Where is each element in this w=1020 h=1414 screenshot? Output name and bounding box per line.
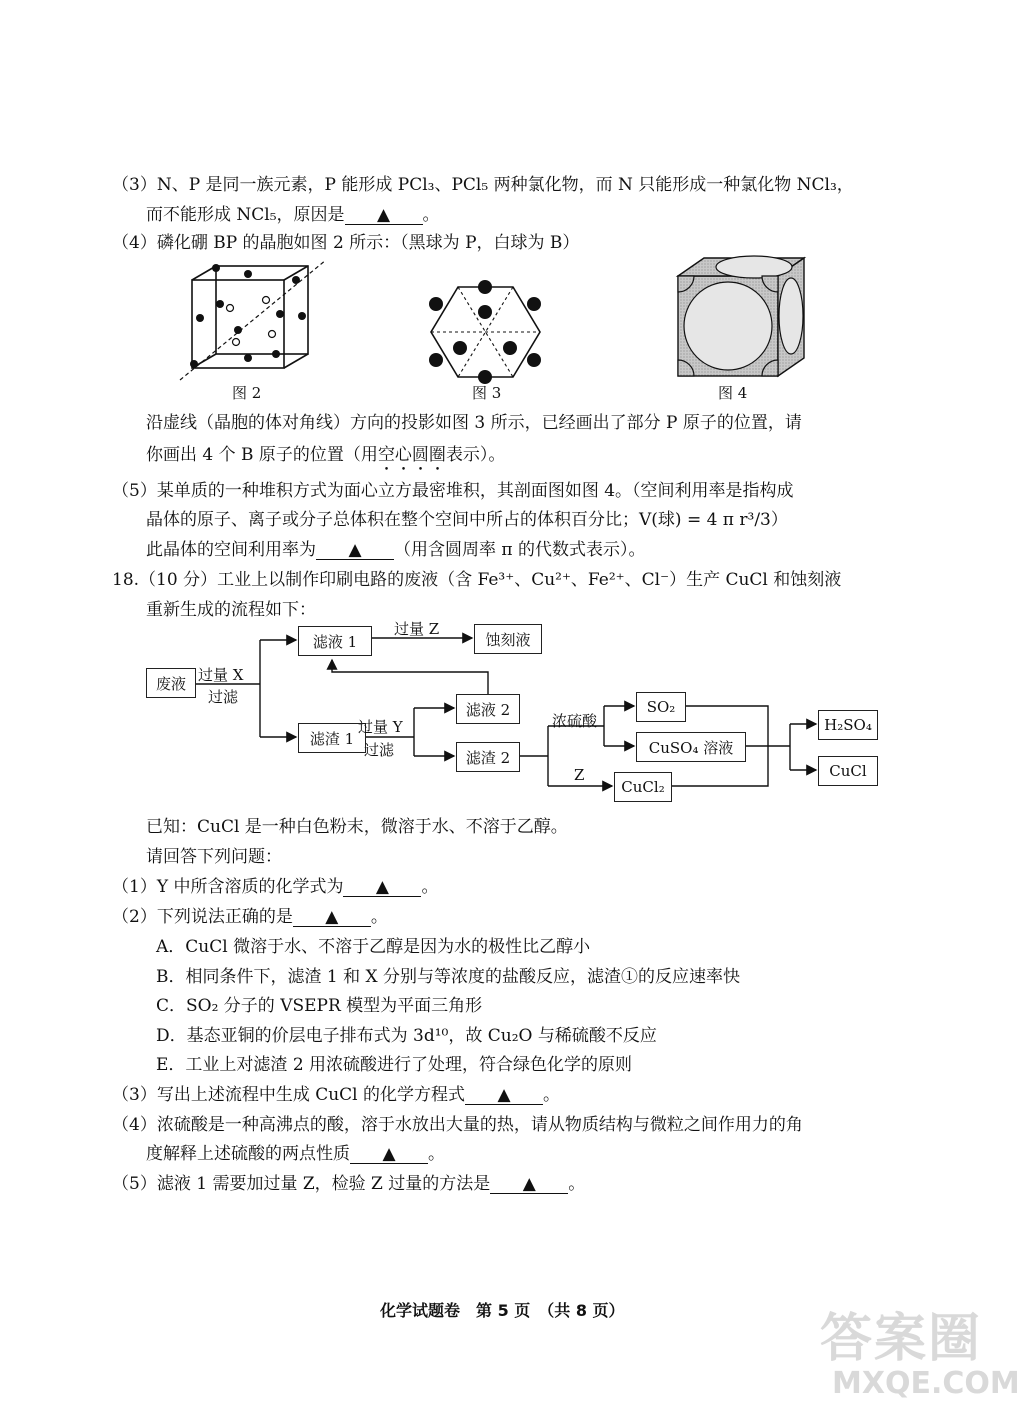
option-e: E．工业上对滤渣 2 用浓硫酸进行了处理，符合绿色化学的原则 [156, 1055, 633, 1075]
q17-part3-text: 而不能形成 NCl₅，原因是 [146, 205, 345, 225]
answer-blank[interactable]: ▲ [465, 1086, 543, 1105]
watermark-domain: MXQE.COM [832, 1366, 1020, 1401]
label-z: Z [574, 766, 585, 784]
watermark-logo-text: 答案圈 [820, 1309, 983, 1369]
q18-sub1: （1）Y 中所含溶质的化学式为 ▲ 。 [112, 877, 439, 897]
option-b: B．相同条件下，滤渣 1 和 X 分别与等浓度的盐酸反应，滤渣①的反应速率快 [156, 967, 741, 987]
option-d: D．基态亚铜的价层电子排布式为 3d¹⁰，故 Cu₂O 与稀硫酸不反应 [156, 1026, 657, 1046]
node-h2so4: H₂SO₄ [818, 710, 878, 740]
q17-part5-line3: 此晶体的空间利用率为 ▲ （用含圆周率 π 的代数式表示）。 [146, 540, 646, 560]
q17-part3-line1: （3）N、P 是同一族元素，P 能形成 PCl₃、PCl₅ 两种氯化物，而 N 只能形成一种氯化物 NCl₃， [112, 175, 854, 195]
node-cucl: CuCl [818, 756, 878, 786]
node-etching-solution: 蚀刻液 [474, 624, 542, 654]
q18-sub3: （3）写出上述流程中生成 CuCl 的化学方程式 ▲ 。 [112, 1085, 561, 1105]
answer-blank[interactable]: ▲ [316, 541, 394, 560]
node-residue-1: 滤渣 1 [298, 723, 366, 753]
answer-blank[interactable]: ▲ [350, 1145, 428, 1164]
answer-blank[interactable]: ▲ [345, 206, 423, 225]
q17-part4-line1: （4）磷化硼 BP 的晶胞如图 2 所示：（黑球为 P，白球为 B） [112, 233, 580, 253]
node-cuso4-solution: CuSO₄ 溶液 [636, 732, 746, 762]
q18-sub2: （2）下列说法正确的是 ▲ 。 [112, 907, 388, 927]
answer-blank[interactable]: ▲ [343, 878, 421, 897]
figure-3-caption: 图 3 [472, 384, 502, 402]
answer-blank[interactable]: ▲ [293, 908, 371, 927]
q17-part5-line2: 晶体的原子、离子或分子总体积在整个空间中所占的体积百分比；V(球) = 4 π r³/3） [146, 510, 788, 530]
q17-part3-line2: 而不能形成 NCl₅，原因是 ▲ 。 [146, 205, 440, 225]
option-c: C．SO₂ 分子的 VSEPR 模型为平面三角形 [156, 996, 483, 1016]
q17-part4-line2: 沿虚线（晶胞的体对角线）方向的投影如图 3 所示，已经画出了部分 P 原子的位置，请 [146, 413, 802, 433]
q18-intro-line2: 重新生成的流程如下： [146, 600, 316, 620]
label-excess-y: 过量 Y [358, 718, 403, 736]
option-a: A．CuCl 微溶于水、不溶于乙醇是因为水的极性比乙醇小 [156, 937, 591, 957]
q18-sub5: （5）滤液 1 需要加过量 Z，检验 Z 过量的方法是 ▲ 。 [112, 1174, 586, 1194]
label-conc-sulfuric-acid: 浓硫酸 [552, 712, 598, 730]
q18-sub4-line1: （4）浓硫酸是一种高沸点的酸，溶于水放出大量的热，请从物质结构与微粒之间作用力的角 [112, 1115, 803, 1135]
q18-sub4-line2: 度解释上述硫酸的两点性质 ▲ 。 [146, 1144, 445, 1164]
label-filter-1: 过滤 [208, 688, 239, 706]
node-waste-liquid: 废液 [146, 668, 196, 698]
figure-4-caption: 图 4 [718, 384, 748, 402]
figure-2-caption: 图 2 [232, 384, 262, 402]
q18-intro-line1: 18.（10 分）工业上以制作印刷电路的废液（含 Fe³⁺、Cu²⁺、Fe²⁺、Cl⁻）生产 CuCl 和蚀刻液 [112, 570, 842, 590]
node-residue-2: 滤渣 2 [456, 742, 520, 772]
q17-part4-line3: 你画出 4 个 B 原子的位置（用空心圆圈表示）。 [146, 445, 506, 465]
emphasis-hollow-circles: 空心圆圈 [377, 445, 446, 465]
node-cucl2: CuCl₂ [614, 772, 672, 802]
label-excess-z: 过量 Z [394, 620, 440, 638]
label-filter-2: 过滤 [364, 741, 395, 759]
q17-part5-line1: （5）某单质的一种堆积方式为面心立方最密堆积，其剖面图如图 4。（空间利用率是指构成 [112, 481, 794, 501]
answer-blank[interactable]: ▲ [490, 1175, 568, 1194]
page-footer: 化学试题卷 第 5 页 （共 8 页） [380, 1301, 625, 1320]
q18-answer-prompt: 请回答下列问题： [146, 847, 282, 867]
node-filtrate-1: 滤液 1 [298, 626, 372, 656]
node-filtrate-2: 滤液 2 [456, 694, 520, 724]
label-excess-x: 过量 X [198, 666, 244, 684]
q18-known: 已知：CuCl 是一种白色粉末，微溶于水、不溶于乙醇。 [146, 817, 568, 837]
node-so2: SO₂ [636, 692, 686, 722]
